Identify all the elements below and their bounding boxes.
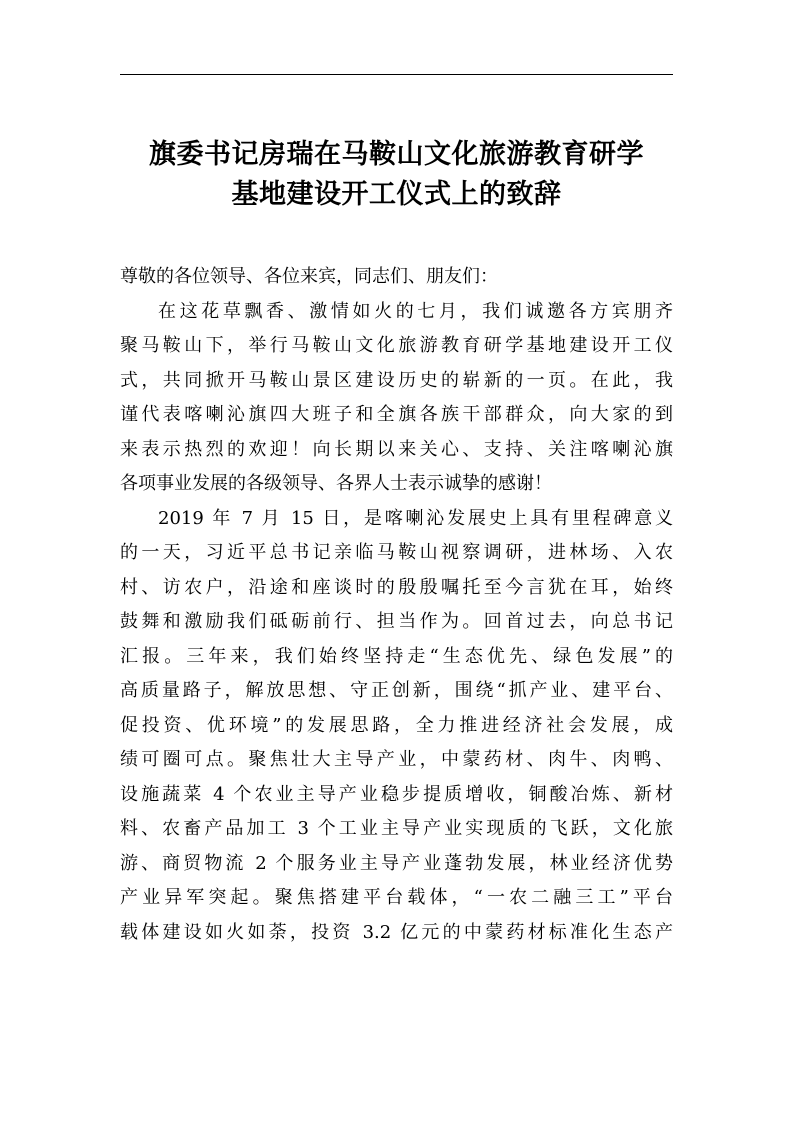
title-line-2: 基地建设开工仪式上的致辞 [231,179,562,210]
paragraph-1-line: 各项事业发展的各级领导、各界人士表示诚挚的感谢！ [120,473,552,494]
paragraph-1-line: 在这花草飘香、激情如火的七月，我们诚邀各方宾朋齐 [158,300,673,322]
document-body [120,260,673,950]
document-title [100,135,693,215]
paragraph-2-line: 鼓舞和激励我们砥砺前行、担当作为。回首过去，向总书记 [120,611,673,632]
paragraph-2-line: 汇报。三年来，我们始终坚持走“生态优先、绿色发展”的 [120,645,673,667]
paragraph-1-line: 式，共同掀开马鞍山景区建设历史的崭新的一页。在此，我 [120,369,673,391]
paragraph-1-line: 谨代表喀喇沁旗四大班子和全旗各族干部群众，向大家的到 [120,404,673,425]
header-rule [120,74,673,75]
paragraph-2-line: 的一天，习近平总书记亲临马鞍山视察调研，进林场、入农 [120,542,673,563]
paragraph-1-line: 来表示热烈的欢迎！向长期以来关心、支持、关注喀喇沁旗 [120,438,673,460]
paragraph-2-line: 游、商贸物流 2 个服务业主导产业蓬勃发展，林业经济优势 [120,852,673,874]
paragraph-2-line: 2019 年 7 月 15 日，是喀喇沁发展史上具有里程碑意义 [158,507,673,529]
paragraph-2-line: 产业异军突起。聚焦搭建平台载体，“一农二融三工”平台 [120,887,673,908]
paragraph-2-line: 村、访农户，沿途和座谈时的殷殷嘱托至今言犹在耳，始终 [120,576,673,598]
paragraph-2-line: 促投资、优环境”的发展思路，全力推进经济社会发展，成 [120,714,673,736]
paragraph-2-line: 载体建设如火如荼，投资 3.2 亿元的中蒙药材标准化生态产 [120,921,673,943]
salutation: 尊敬的各位领导、各位来宾，同志们、朋友们： [120,266,498,287]
paragraph-1-line: 聚马鞍山下，举行马鞍山文化旅游教育研学基地建设开工仪 [120,335,673,356]
title-line-1: 旗委书记房瑞在马鞍山文化旅游教育研学 [149,139,644,170]
paragraph-2-line: 料、农畜产品加工 3 个工业主导产业实现质的飞跃，文化旅 [120,818,673,839]
paragraph-2-line: 设施蔬菜 4 个农业主导产业稳步提质增收，铜酸冶炼、新材 [120,783,673,805]
paragraph-2-line: 高质量路子，解放思想、守正创新，围绕“抓产业、建平台、 [120,680,673,701]
paragraph-2-line: 绩可圈可点。聚焦壮大主导产业，中蒙药材、肉牛、肉鸭、 [120,749,673,770]
